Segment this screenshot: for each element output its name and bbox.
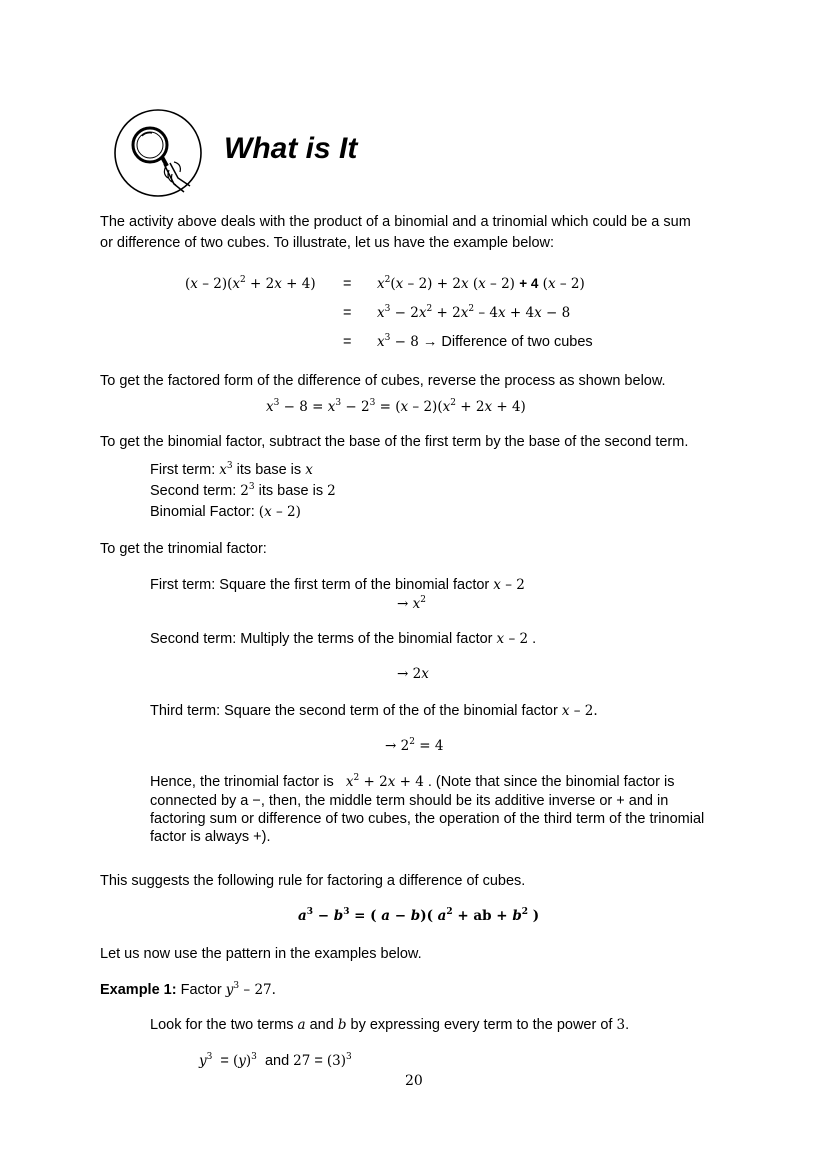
equals-sign-3: = (343, 334, 352, 350)
binomial-second-term: Second term: $2^3$ its base is 2 (150, 482, 336, 499)
intro-line-1: The activity above deals with the product of a binomial and a trinomial which could be a sum (100, 214, 691, 230)
expansion-step-2: $x^3 - 2x^2 + 2x^2 - 4x + 4x - 8$ (377, 304, 571, 321)
trinomial-first-result: → $x^2$ (397, 595, 426, 612)
expansion-step-3: $x^3 - 8$ → Difference of two cubes (377, 333, 593, 350)
binomial-first-term: First term: $x^3$ its base is x (150, 461, 313, 478)
intro-line-2: or difference of two cubes. To illustrate, let us have the example below: (100, 235, 555, 251)
trinomial-third-result: → $2^2 = 4$ (385, 737, 444, 754)
trinomial-third-term: Third term: Square the second term of the of the binomial factor x – 2. (150, 703, 598, 719)
trinomial-second-term: Second term: Multiply the terms of the binomial factor x – 2 . (150, 631, 537, 647)
trinomial-first-term: First term: Square the first term of the binomial factor x – 2 (150, 577, 525, 593)
trinomial-intro: To get the trinomial factor: (100, 541, 267, 557)
trinomial-second-result: → 2x (397, 666, 429, 682)
pattern-intro: Let us now use the pattern in the examples below. (100, 946, 422, 962)
equals-sign-2: = (343, 305, 352, 321)
factored-equation: $x^3 - 8 = x^3 - 2^3 = (x - 2)(x^2 + 2x + 4)$ (266, 398, 526, 415)
hence-line-3: factoring sum or difference of two cubes, the operation of the third term of the trinomial (150, 811, 705, 827)
example-1-instruction: Look for the two terms a and b by expressing every term to the power of 3. (150, 1017, 630, 1033)
hence-line-4: factor is always +). (150, 829, 271, 845)
equals-sign-1: = (343, 276, 352, 292)
binomial-factor: Binomial Factor: (x – 2) (150, 504, 301, 520)
hence-line-1: Hence, the trinomial factor is $x^2 + 2x + 4$ . (Note that since the binomial factor is (150, 773, 675, 790)
expansion-step-1: $x^2(x - 2) + 2x$ (x – 2) + 4 (x – 2) (377, 275, 585, 292)
example-1-heading: Example 1: Factor $y^3 - 27$. (100, 981, 276, 998)
example-1-expression: $y^3 = (y)^3$ and $27 = (3)^3$ (199, 1052, 352, 1069)
page-number: 20 (405, 1073, 423, 1089)
hence-line-2: connected by a −, then, the middle term should be its additive inverse or + and in (150, 793, 669, 809)
difference-label: Difference of two cubes (441, 334, 593, 350)
factored-intro: To get the factored form of the difference of cubes, reverse the process as shown below. (100, 373, 666, 389)
rule-formula: $a^3 - b^3$ = ( a − b)( $a^2$ + ab + $b^2$ ) (298, 907, 540, 924)
rule-intro: This suggests the following rule for factoring a difference of cubes. (100, 873, 526, 889)
magnifying-glass-icon (112, 108, 204, 198)
page-title: What is It (224, 132, 358, 165)
binomial-intro: To get the binomial factor, subtract the base of the first term by the base of the second term. (100, 434, 689, 450)
expansion-lhs: $(x - 2)(x^2 + 2x + 4)$ (185, 275, 316, 292)
